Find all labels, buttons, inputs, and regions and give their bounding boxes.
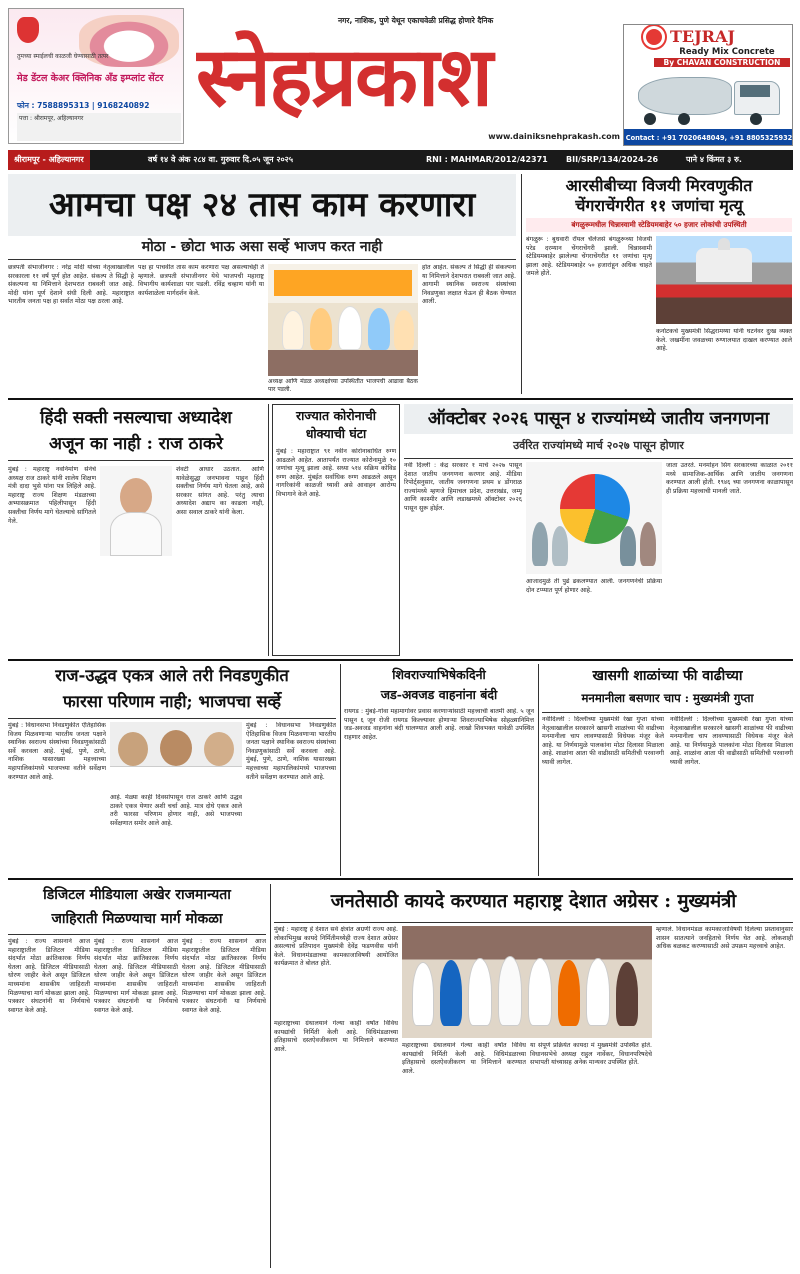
- masthead: [0, 0, 800, 150]
- raj-thackeray-photo: [100, 466, 172, 556]
- raj-uddhav-headline-1: राज-उद्धव एकत्र आले तरी निवडणुकीत: [55, 666, 289, 685]
- hindi-headline-1: हिंदी सक्ती नसल्याचा अध्यादेश: [40, 408, 232, 428]
- ad-tejraj-product: Ready Mix Concrete: [679, 47, 775, 57]
- laws-headline: जनतेसाठी कायदे करण्यात महाराष्ट्र देशात अग्रेसर : मुख्यमंत्री: [330, 891, 737, 912]
- laws-event-photo: [402, 926, 652, 1038]
- ad-dental-address: पत्ता : श्रीरामपूर, अहिल्यानगर: [17, 113, 181, 141]
- raj-uddhav-headline-2: फारसा परिणाम नाही; भाजपचा सर्व्हे: [62, 692, 282, 711]
- hindi-headline-2: अजून का नाही : राज ठाकरे: [49, 434, 223, 454]
- bengaluru-headline-1: आरसीबीच्या विजयी मिरवणुकीत: [565, 176, 753, 195]
- rule: [340, 664, 341, 876]
- bengaluru-crowd-photo: [656, 236, 792, 324]
- digital-body-3: मुंबई : राज्य शासनाने आज महाराष्ट्रातील डिजिटल मीडिया संदर्भात मोठा क्रांतिकारक निर्णय घेतला आहे. डिजिटल मीडियासाठी धोरण जाहीर केले असून डिजिटल माध्यमांना शासकीय जाहिराती मिळण्याचा मार्ग मोकळा झाला आहे. पत्रकार संघटनांनी या निर्णयाचे स्वागत केले आहे.: [182, 938, 266, 1014]
- lead-subheadline: मोठा - छोटा भाऊ असा सर्व्हे भाजप करत नाही: [141, 239, 383, 255]
- raj-uddhav-body-1: मुंबई : विधानसभा निवडणुकीत ऐतिहासिक विजय मिळवणाऱ्या भारतीय जनता पक्षाने स्थानिक स्वराज्य संस्थांच्या निवडणुकांसाठी सर्वे करवला आहे. मुंबई, पुणे, ठाणे, नाशिक यासारख्या महत्त्वाच्या महापालिकांमध्ये भाजपच्या वतीने सर्वेक्षण करण्यात आले आहे.: [8, 722, 106, 781]
- rule: [404, 458, 793, 459]
- school-fees-body-2: नवीदिल्ली : दिल्लीच्या मुख्यमंत्री रेखा गुप्ता यांच्या नेतृत्वाखालील सरकारने खासगी शाळांच्या फी वाढीच्या मनमानीला चाप लावण्यासाठी विधेयक मंजूर केले आहे. या निर्णयामुळे पालकांना मोठा दिलासा मिळाला आहे. शाळांना आता फी वाढीसाठी समितीची परवानगी घ्यावी लागेल.: [670, 716, 793, 766]
- lead-photo: [268, 264, 418, 376]
- corona-headline-2: धोक्याची घंटा: [305, 426, 367, 441]
- school-fees-body-1: नवीदिल्ली : दिल्लीच्या मुख्यमंत्री रेखा गुप्ता यांच्या नेतृत्वाखालील सरकारने खासगी शाळांच्या फी वाढीच्या मनमानीला चाप लावण्यासाठी विधेयक मंजूर केले आहे. या निर्णयामुळे पालकांना मोठा दिलासा मिळाला आहे. शाळांना आता फी वाढीसाठी समितीची परवानगी घ्यावी लागेल.: [542, 716, 664, 766]
- school-fees-headline-1: खासगी शाळांच्या फी वाढीच्या: [592, 668, 743, 684]
- shivrajyabhishek-headline-1: शिवराज्याभिषेकदिनी: [392, 667, 486, 682]
- bengaluru-headline-2: चेंगराचेंगरीत ११ जणांचा मृत्यू: [575, 196, 743, 215]
- rule: [8, 878, 793, 880]
- ad-tejraj-brand: TEJRAJ: [670, 27, 735, 46]
- census-body-1: नवी दिल्ली : केंद्र सरकार १ मार्च २०२७ पासून देशात जातीय जनगणना करणार आहे. मीडिया रिपोर्ट्सनुसार, जातीय जनगणना प्रथम ४ डोंगराळ राज्यांमध्ये म्हणजे हिमाचल प्रदेश, उत्तराखंड, जम्मू आणि काश्मीर आणि लडाखमध्ये ऑक्टोबर २०२६ पासून सुरू होईल.: [404, 462, 522, 512]
- rule: [542, 712, 793, 713]
- bengaluru-body-1: बंगळुरू : बुधवारी रॉयल चॅलेंजर्स बंगळुरूच्या विजयी परेड दरम्यान चेंगराचेंगरी झाली. चिन्नास्वामी स्टेडियमबाहेर झालेल्या चेंगराचेंगरीत ११ जणांचा मृत्यू झाला आहे. स्टेडियमबाहेर ५० हजारांहून अधिक चाहते जमले होते.: [526, 236, 652, 278]
- rule: [538, 664, 539, 876]
- lead-photo-caption: अध्यक्ष आणि मंडळ अध्यक्षांच्या उपस्थितीत भाजपची आढावा बैठक पार पडली.: [268, 378, 418, 393]
- dateline-bar: [8, 150, 793, 170]
- dateline-reg: BII/SRP/134/2024-26: [566, 155, 659, 164]
- rule: [8, 718, 336, 719]
- lead-body-col1: छत्रपती संभाजीनगर : नरेंद्र मोदी यांच्या नेतृत्वाखालील सरकारला ११ वर्षं पूर्ण होत आहेत. संकल्प ते सिद्धी हे संकल्पना या निमित्ताने देशभरात राबवली जात आहे. मोदी यांना पूर्ण देशाने संधी दिली आहे. महाराष्ट्रात भारतीय जनता पक्ष हा सर्वात मोठा पक्ष ठरला आहे.: [8, 264, 134, 306]
- lead-body-col3: होत आहेत. संकल्प ते सिद्धी ही संकल्पना या निमित्ताने देशभरात राबवली जात आहे. आगामी स्थानिक स्वराज्य संस्थांच्या निवडणुका लक्षात घेऊन ही बैठक घेण्यात आली.: [422, 264, 516, 306]
- laws-body-4: या संपूर्ण प्रक्रियेत कायदा मं मुख्यमंत्री उपस्थित होते. विधानसभेचे अध्यक्ष राहुल नार्वेकर, विधानपरिषदेचे सभापती यांच्यासह अनेक मान्यवर उपस्थित होते.: [530, 1042, 652, 1067]
- bengaluru-kicker: बंगळुरूमधील चिन्नास्वामी स्टेडियमबाहेर ५० हजार लोकांची उपस्थिती: [526, 218, 792, 232]
- rule: [268, 404, 269, 656]
- masthead-tagline: नगर, नाशिक, पुणे येथून एकाचवेळी प्रसिद्ध होणारे दैनिक: [338, 16, 494, 25]
- census-subheadline: उर्वरित राज्यांमध्ये मार्च २०२७ पासून होणार: [513, 439, 684, 452]
- mixer-truck-image: [630, 71, 788, 125]
- sun-logo-icon: [646, 29, 662, 45]
- raj-uddhav-body-3: मुंबई : विधानसभा निवडणुकीत ऐतिहासिक विजय मिळवणाऱ्या भारतीय जनता पक्षाने स्थानिक स्वराज्य संस्थांच्या निवडणुकांसाठी सर्वे करवला आहे. मुंबई, पुणे, ठाणे, नाशिक यासारख्या महत्त्वाच्या महापालिकांमध्ये भाजपच्या वतीने सर्वेक्षण करण्यात आले आहे.: [246, 722, 336, 781]
- rule: [274, 922, 793, 923]
- digital-headline-1: डिजिटल मीडियाला अखेर राजमान्यता: [43, 887, 231, 903]
- corona-body: मुंबई : महाराष्ट्रात ९१ नवीन कोरोनाबाधित रुग्ण आढळले आहेत. आतापर्यंत राज्यात कोरोनामुळे १० जणांचा मृत्यू झाला आहे. सध्या ५१४ सक्रिय कोविड रुग्ण आहेत. मुंबईत सर्वाधिक रुग्ण आढळले असून नागरिकांनी काळजी घ्यावी असे आवाहन आरोग्य विभागाने केले आहे.: [276, 448, 396, 498]
- rule: [521, 174, 522, 394]
- ad-tejraj[interactable]: [623, 24, 793, 146]
- rule: [8, 659, 793, 661]
- masthead-website[interactable]: www.dainiksnehprakash.com: [488, 132, 620, 141]
- raj-uddhav-body-2: आहे. मेळ्या काही दिवसांपासून राज ठाकरे आणि उद्धव ठाकरे एकत्र येणार अशी चर्चा आहे. मात्र दोघे एकत्र आले तरी फारसा परिणाम होणार नाही, असे भाजपच्या सर्वेक्षणात समोर आले आहे.: [110, 794, 242, 827]
- dateline-price: पाने ४ किंमत ३ रु.: [686, 155, 742, 164]
- leaders-photo: [110, 722, 242, 790]
- digital-body-1: मुंबई : राज्य शासनाने आज महाराष्ट्रातील डिजिटल मीडिया संदर्भात मोठा क्रांतिकारक निर्णय घेतला आहे. डिजिटल मीडियासाठी धोरण जाहीर केले असून डिजिटल माध्यमांना शासकीय जाहिराती मिळण्याचा मार्ग मोकळा झाला आहे. पत्रकार संघटनांनी या निर्णयाचे स्वागत केले आहे.: [8, 938, 90, 1014]
- rule: [8, 460, 264, 461]
- laws-body-2: महाराष्ट्राच्या ग्रंथालयाने गेल्या काही वर्षांत विविध कायद्यांची निर्मिती केली आहे. विधिमंडळाच्या इतिहासाचे दस्तऐवजीकरण या निमित्ताने करण्यात आले.: [274, 1020, 398, 1053]
- census-body-2: आजादमुळे ती पुढे ढकलण्यात आली. जनगणनेची प्रक्रिया दोन टप्प्यात पूर्ण होणार आहे.: [526, 578, 662, 594]
- census-illustration: [526, 462, 662, 574]
- dateline-location: श्रीरामपूर - अहिल्यानगर: [8, 150, 90, 170]
- census-body-3: जाता उतरते. मनमोहन सिंग सरकारच्या काळात २०११ मध्ये सामाजिक-आर्थिक आणि जातीय जनगणना करण्यात आली होती. १९४६ च्या जनगणना काळापासून ही प्रक्रिया महत्त्वाची मानली जाते.: [666, 462, 793, 495]
- ad-tejraj-contact: Contact : +91 7020648049, +91 8805325932: [624, 129, 793, 146]
- corona-headline-1: राज्यात कोरोनाची: [295, 408, 376, 423]
- shivrajyabhishek-headline-2: जड-अवजड वाहनांना बंदी: [380, 687, 498, 702]
- digital-headline-2: जाहिराती मिळण्याचा मार्ग मोकळा: [51, 911, 223, 927]
- hindi-body-1: मुंबई : महाराष्ट्र नवनिर्माण सेनेचे अध्यक्ष राज ठाकरे यांनी शालेय शिक्षण मंत्री दादा भुसे यांना पत्र लिहिले आहे. महाराष्ट्र राज्य शिक्षण मंडळाच्या अभ्यासक्रमात पहिलीपासून हिंदी सक्तीचा निर्णय मागे घेतल्याचे सांगितले गेले.: [8, 466, 96, 525]
- ad-dental-tagline: तुमच्या स्माईलची काळजी घेण्यासाठी तत्पर: [17, 53, 109, 60]
- rule: [8, 259, 516, 260]
- bengaluru-body-2: कर्नाटकचे मुख्यमंत्री सिद्धरामय्या यांनी घटनेवर दुःख व्यक्त केले. जखमींना जवळच्या रुग्णालयात दाखल करण्यात आले आहे.: [656, 328, 792, 353]
- census-headline: ऑक्टोबर २०२६ पासून ४ राज्यांमध्ये जातीय जनगणना: [404, 404, 793, 434]
- lead-headline: आमचा पक्ष २४ तास काम करणारा: [8, 174, 516, 236]
- dateline-issue: वर्ष १४ वे अंक २८४ वा. गुरुवार दि.०५ जून २०२५: [148, 155, 293, 164]
- rule: [8, 398, 793, 400]
- laws-body-5: म्हणाले. विधानमंडळ कामकाजाविषयी दिलेल्या प्रस्तावानुसार शासन सातत्याने जनहिताचे निर्णय घेत आहे. लोकशाही अधिक बळकट करण्यासाठी असे उपक्रम महत्त्वाचे आहेत.: [656, 926, 793, 951]
- rule: [8, 934, 266, 935]
- lead-body-col2: पक्ष हा पाचवीत तास काम करणारा पक्ष असल्याचेही ते म्हणाले. छत्रपती संभाजीनगर येथे भाजपची महाराष्ट्र विभागीय कार्यशाळा पार पडली. रविंद्र चव्हाण यांनी या कार्यशाळेला मार्गदर्शन केले.: [138, 264, 264, 297]
- school-fees-headline-2: मनमानीला बसणार चाप : मुख्यमंत्री गुप्ता: [581, 691, 754, 705]
- hindi-body-2: शेवटी आधार उठतात. आणि यावेळेसुद्धा जनभावना पाहून हिंदी सक्तीचा निर्णय मागे घेतला आहे, असे सरकार सांगत आहे. परंतु त्याचा अध्यादेश अद्याप का काढला नाही, असा सवाल ठाकरे यांनी केला.: [176, 466, 264, 516]
- shivrajyabhishek-body: रायगड : मुंबई-गोवा महामार्गावर प्रवास करणाऱ्यांसाठी महत्त्वाची बातमी आहे. ५ जून पासून ६ जून रोजी रायगड किल्ल्यावर होणाऱ्या शिवराज्याभिषेक सोहळ्यानिमित्त जड-अवजड वाहनांना बंदी घालण्यात आली आहे. लाखो शिवभक्त यावेळी उपस्थित राहणार आहेत.: [344, 708, 534, 741]
- ad-dental-clinic[interactable]: [8, 8, 184, 144]
- rule: [270, 884, 271, 1268]
- laws-body-1: मुंबई : महाराष्ट्र हे देशात सर्व क्षेत्रांत अग्रणी राज्य आहे. लोकाभिमुख कायदे निर्मितीमध्येही राज्य देशात अग्रेसर असल्याचे प्रतिपादन मुख्यमंत्री देवेंद्र फडणवीस यांनी केले. विधानमंडळाच्या कामकाजाविषयी आयोजित कार्यक्रमात ते बोलत होते.: [274, 926, 398, 968]
- ad-dental-title: मेड डेंटल केअर क्लिनिक अँड इम्प्लांट सेंटर: [17, 73, 164, 84]
- tooth-logo-icon: [17, 17, 39, 43]
- laws-body-3: महाराष्ट्राच्या ग्रंथालयाने गेल्या काही वर्षांत विविध कायद्यांची निर्मिती केली आहे. विधिमंडळाच्या इतिहासाचे दस्तऐवजीकरण या निमित्ताने करण्यात आले.: [402, 1042, 526, 1075]
- masthead-title: स्नेहप्रकाश: [196, 29, 492, 125]
- ad-tejraj-by: By CHAVAN CONSTRUCTION: [654, 58, 790, 67]
- ad-dental-phone: फोन : 7588895313 | 9168240892: [17, 101, 150, 110]
- digital-body-2: मुंबई : राज्य शासनाने आज महाराष्ट्रातील डिजिटल मीडिया संदर्भात मोठा क्रांतिकारक निर्णय घेतला आहे. डिजिटल मीडियासाठी धोरण जाहीर केले असून डिजिटल माध्यमांना शासकीय जाहिराती मिळण्याचा मार्ग मोकळा झाला आहे. पत्रकार संघटनांनी या निर्णयाचे स्वागत केले आहे.: [94, 938, 178, 1014]
- dateline-rni: RNI : MAHMAR/2012/42371: [426, 155, 548, 164]
